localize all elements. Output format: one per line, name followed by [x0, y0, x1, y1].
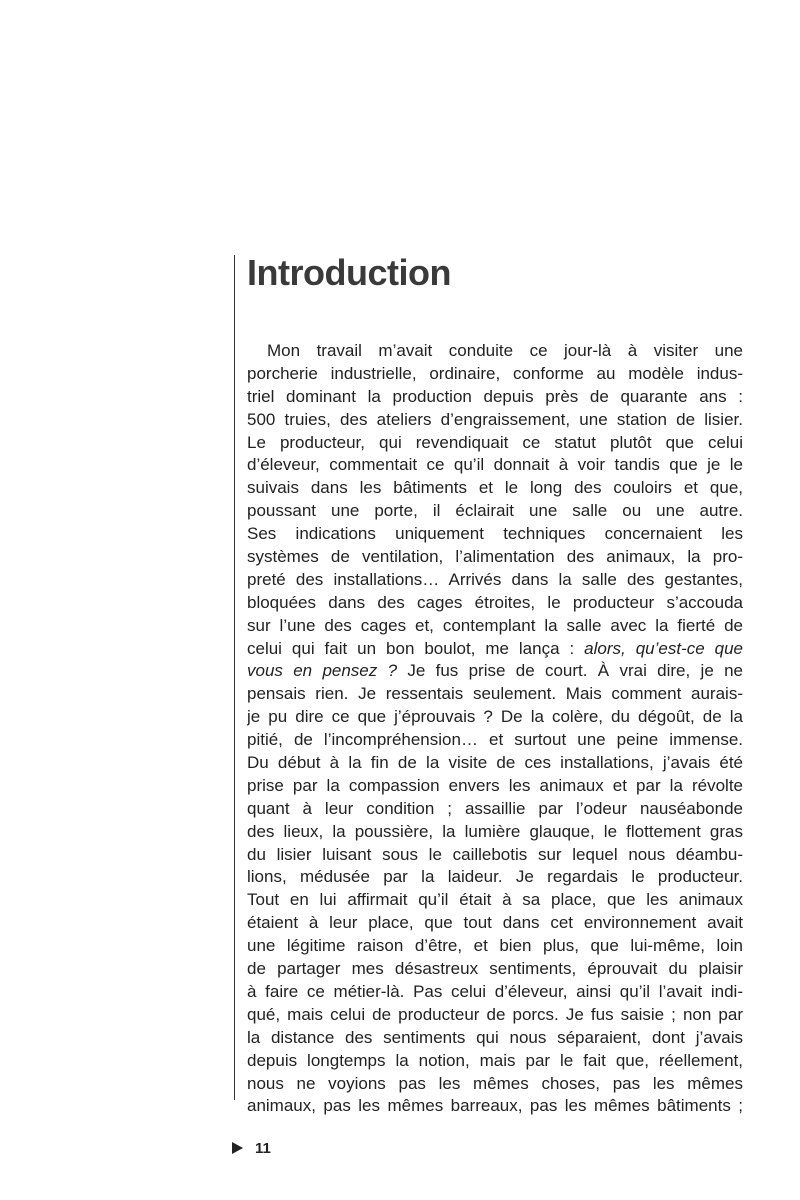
text-line-mixed — [247, 660, 743, 683]
text-line: du lisier luisant sous le caillebotis sur lequel nous déambu- — [247, 844, 743, 864]
text-line: pensais rien. Je ressentais seulement. Mais comment aurais- — [247, 684, 743, 704]
text-line: Mon travail m’avait conduite ce jour-là à visiter une — [267, 341, 743, 360]
italic-quote: alors, qu’est-ce que — [584, 638, 743, 658]
text-line: poussant une porte, il éclairait une salle ou une autre. — [247, 501, 743, 521]
text-line: qué, mais celui de producteur de porcs. Je fus saisie ; non par — [247, 1004, 743, 1024]
text-line: à faire ce métier-là. Pas celui d’éleveur, ainsi qu’il l’avait indi- — [247, 981, 743, 1001]
text-line: une légitime raison d’être, et bien plus, que lui-même, loin — [247, 936, 743, 956]
text-run: Je fus prise de court. À vrai dire, je ne — [407, 661, 743, 681]
text-line: preté des installations… Arrivés dans la salle des gestantes, — [247, 569, 743, 589]
text-line: 500 truies, des ateliers d’engraissement, une station de lisier. — [247, 409, 743, 429]
page-footer — [232, 1138, 271, 1158]
text-line — [247, 1118, 743, 1141]
text-line-mixed — [247, 638, 743, 661]
triangle-right-icon — [232, 1142, 243, 1154]
text-line: la distance des sentiments qui nous séparaient, dont j’avais — [247, 1027, 743, 1047]
text-line: lions, médusée par la laideur. Je regardais le producteur. — [247, 867, 743, 887]
text-line: pitié, de l’incompréhension… et surtout une peine immense. — [247, 730, 743, 750]
italic-quote: vous en pensez ? — [247, 661, 398, 681]
text-line: animaux, pas les mêmes barreaux, pas les mêmes bâtiments ; — [247, 1096, 743, 1116]
text-line: Le producteur, qui revendiquait ce statut plutôt que celui — [247, 432, 743, 452]
body-paragraph — [247, 340, 743, 1141]
text-line: porcherie industrielle, ordinaire, conforme au modèle indus- — [247, 363, 743, 383]
text-line: étaient à leur place, que tout dans cet environnement avait — [247, 913, 743, 933]
text-line: sur l’une des cages et, contemplant la salle avec la fierté de — [247, 615, 743, 635]
text-line: de partager mes désastreux sentiments, éprouvait du plaisir — [247, 959, 743, 979]
page-number: 11 — [255, 1139, 271, 1157]
margin-rule — [234, 255, 235, 1100]
chapter-title: Introduction — [247, 252, 451, 293]
text-line: quant à leur condition ; assaillie par l’odeur nauséabonde — [247, 798, 743, 818]
text-line: Tout en lui affirmait qu’il était à sa place, que les animaux — [247, 890, 743, 910]
text-line: depuis longtemps la notion, mais par le fait que, réellement, — [247, 1050, 743, 1070]
text-line: des lieux, la poussière, la lumière glauque, le flottement gras — [247, 821, 743, 841]
text-line: Du début à la fin de la visite de ces installations, j’avais été — [247, 753, 743, 773]
text-line: nous ne voyions pas les mêmes choses, pas les mêmes — [247, 1073, 743, 1093]
text-line: prise par la compassion envers les animaux et par la révolte — [247, 775, 743, 795]
text-line: systèmes de ventilation, l’alimentation des animaux, la pro- — [247, 547, 743, 567]
text-line: d’éleveur, commentait ce qu’il donnait à voir tandis que je le — [247, 455, 743, 475]
text-line: Ses indications uniquement techniques concernaient les — [247, 524, 743, 544]
text-line: triel dominant la production depuis près de quarante ans : — [247, 386, 743, 406]
text-line: bloquées dans des cages étroites, le producteur s’accouda — [247, 592, 743, 612]
text-run: celui qui fait un bon boulot, me lança : — [247, 638, 575, 658]
text-line: je pu dire ce que j’éprouvais ? De la colère, du dégoût, de la — [247, 707, 743, 727]
text-line: suivais dans les bâtiments et le long des couloirs et que, — [247, 478, 743, 498]
